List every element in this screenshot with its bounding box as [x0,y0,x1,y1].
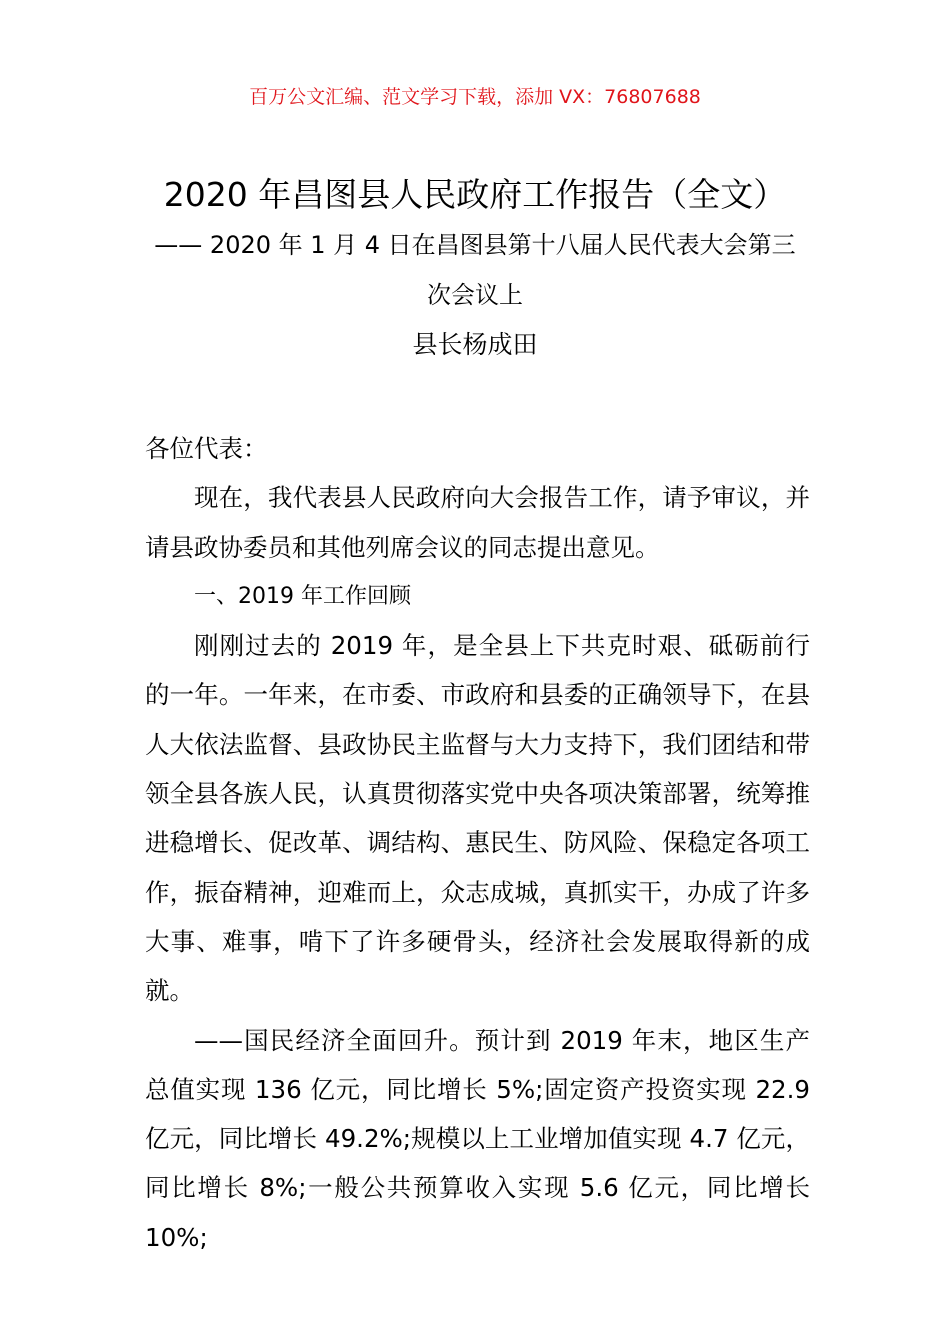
author-line: 县长杨成田 [412,330,538,359]
salutation: 各位代表： [145,434,268,463]
review-paragraph: 刚刚过去的 2019 年，是全县上下共克时艰、砥砺前行的一年。一年来，在市委、市政府和县委的正确领导下，在县人大依法监督、县政协民主监督与大力支持下，我们团结和带领全县各族人民，认真贯彻落实党中央各项决策部署，统筹推进稳增长、促改革、调结构、惠民生、防风险、保稳定各项工作，振奋精神，迎难而上，众志成城，真抓实干，办成了许多大事、难事，啃下了许多硬骨头，经济社会发展取得新的成就。 [145,631,810,1006]
subtitle-line-2: 次会议上 [427,281,523,309]
section-heading: 一、2019 年工作回顾 [194,583,411,609]
watermark-banner: 百万公文汇编、范文学习下载，添加 VX：76807688 [249,86,701,108]
document-title: 2020 年昌图县人民政府工作报告（全文） [163,175,787,214]
subtitle-line-1: —— 2020 年 1 月 4 日在昌图县第十八届人民代表大会第三 [154,231,796,259]
intro-paragraph: 现在，我代表县人民政府向大会报告工作，请予审议，并请县政协委员和其他列席会议的同志提出意见。 [145,483,810,562]
report-body [145,424,810,1262]
economy-paragraph: ——国民经济全面回升。预计到 2019 年末，地区生产总值实现 136 亿元，同比增长 5%;固定资产投资实现 22.9 亿元，同比增长 49.2%;规模以上工业增加值实现 4.7 亿元，同比增长 8%;一般公共预算收入实现 5.6 亿元，同比增长 10%; [145,1025,810,1252]
